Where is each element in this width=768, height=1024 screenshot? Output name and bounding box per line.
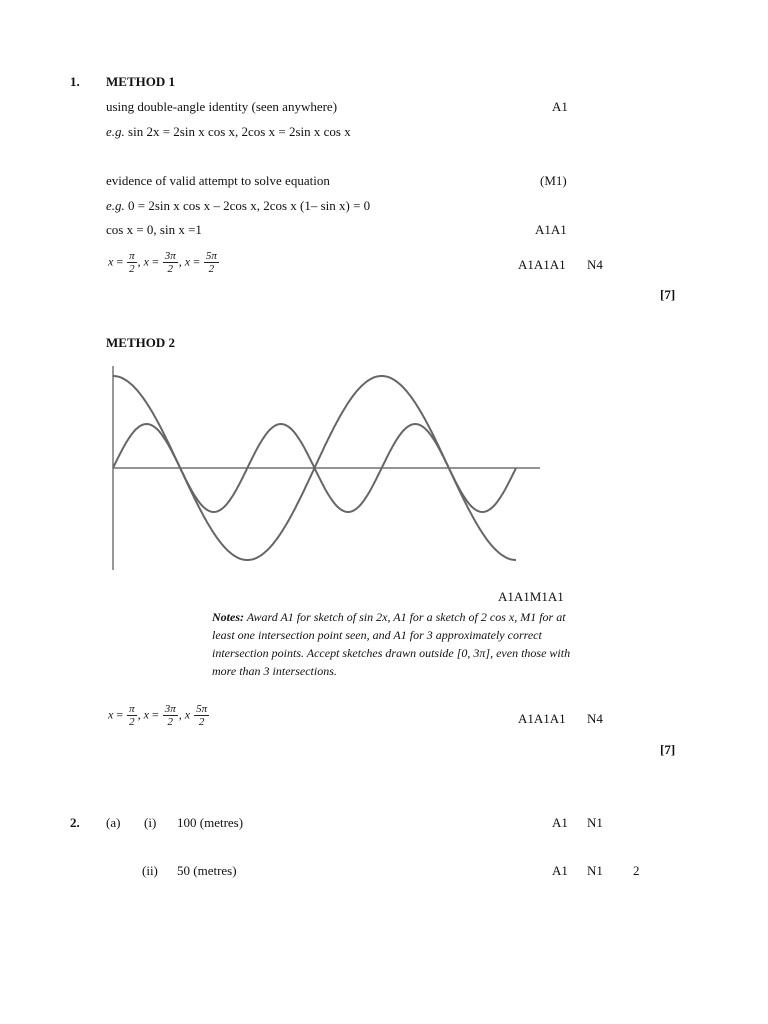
answer-text: 100 (metres) — [177, 815, 244, 830]
question-number: 1. — [70, 74, 80, 89]
question-number: 2. — [70, 815, 80, 830]
eg-label: e.g. — [106, 198, 125, 213]
step-text: evidence of valid attempt to solve equation — [106, 173, 330, 188]
subpart-label: (i) — [144, 815, 157, 830]
fraction: $\frac{\pi}{2}$ — [129, 703, 135, 728]
fraction: $\frac{5\pi}{2}$ — [205, 250, 217, 275]
n-mark: N4 — [587, 257, 603, 272]
example-expression: 0 = 2sin x cos x – 2cos x, 2cos x (1– sin x) = 0 — [128, 198, 371, 213]
mark: A1 — [552, 99, 568, 114]
fraction: $\frac{3\pi}{2}$ — [164, 703, 176, 728]
notes-label: Notes: — [212, 610, 244, 624]
mark: A1A1A1 — [518, 711, 566, 726]
fraction: $\frac{5\pi}{2}$ — [196, 703, 208, 728]
n-mark: N4 — [587, 711, 603, 726]
eg-label: e.g. — [106, 124, 125, 139]
mark: A1 — [552, 863, 568, 878]
example-expression: sin 2x = 2sin x cos x, 2cos x = 2sin x cos x — [128, 124, 351, 139]
mark: A1 — [552, 815, 568, 830]
subpart-label: (ii) — [142, 863, 158, 878]
total-marks: [7] — [660, 287, 676, 302]
mark: A1A1 — [535, 222, 567, 237]
examiner-notes — [212, 608, 572, 680]
answer-text: 50 (metres) — [177, 863, 237, 878]
fraction: $\frac{\pi}{2}$ — [129, 250, 135, 275]
fraction: $\frac{3\pi}{2}$ — [164, 250, 176, 275]
notes-text: Award A1 for sketch of sin 2x, A1 for a sketch of 2 cos x, M1 for at least one intersection point seen, and A1 for 3 approximately correct intersection points. Accept sketches drawn outside [0, 3π], even those with more than 3 intersections. — [212, 610, 571, 678]
step-text: using double-angle identity (seen anywhere) — [106, 99, 338, 114]
mark: A1A1M1A1 — [498, 589, 564, 604]
solution-expression: x = $\frac{\pi}{2}$ , x = $\frac{3\pi}{2}$ , x $\frac{5\pi}{2}$ — [108, 703, 208, 728]
step-text: cos x = 0, sin x =1 — [106, 222, 202, 237]
solution-expression: x = $\frac{\pi}{2}$ , x = $\frac{3\pi}{2}$ , x = $\frac{5\pi}{2}$ — [108, 250, 217, 275]
part-label: (a) — [106, 815, 121, 830]
method-heading: METHOD 2 — [106, 335, 175, 350]
mark: (M1) — [540, 173, 567, 188]
total-marks: [7] — [660, 742, 676, 757]
mark: A1A1A1 — [518, 257, 566, 272]
n-mark: N1 — [587, 863, 603, 878]
n-mark: N1 — [587, 815, 603, 830]
method-heading: METHOD 1 — [106, 74, 175, 89]
part-total: 2 — [633, 863, 640, 878]
